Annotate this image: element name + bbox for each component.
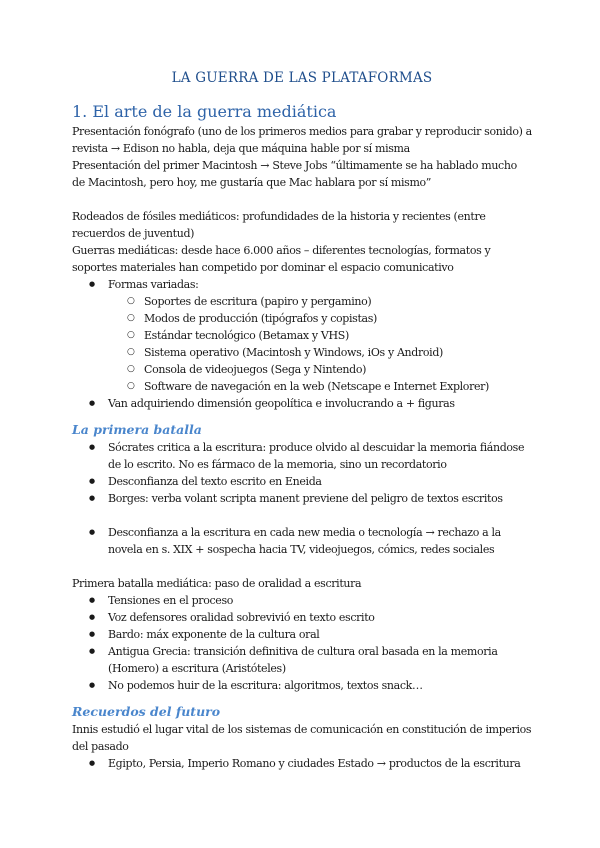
bullet-list [72, 755, 532, 772]
list-item: ● Bardo: máx exponente de la cultura oral [72, 626, 532, 643]
sub-list-item: ○ Soportes de escritura (papiro y pergamino) [72, 293, 532, 310]
spacer [72, 558, 532, 575]
list-item: ● Voz defensores oralidad sobrevivió en texto escrito [72, 609, 532, 626]
sub-list-item: ○ Sistema operativo (Macintosh y Windows, iOs y Android) [72, 344, 532, 361]
list-item: ● Sócrates critica a la escritura: produce olvido al descuidar la memoria fiándose de lo escrito. No es fármaco de la memoria, sino un recordatorio [72, 439, 532, 473]
spacer [72, 191, 532, 208]
sub-list-item: ○ Modos de producción (tipógrafos y copistas) [72, 310, 532, 327]
spacer [72, 412, 532, 422]
spacer [72, 694, 532, 704]
document-title: LA GUERRA DE LAS PLATAFORMAS [171, 70, 433, 86]
spacer [72, 507, 532, 524]
section-heading-arte: 1. El arte de la guerra mediática [72, 102, 337, 121]
list-item: ● No podemos huir de la escritura: algoritmos, textos snack… [72, 677, 532, 694]
list-item: ● Van adquiriendo dimensión geopolítica e involucrando a + figuras [72, 395, 532, 412]
bullet-list [72, 592, 532, 694]
list-item: ● Egipto, Persia, Imperio Romano y ciudades Estado → productos de la escritura [72, 755, 532, 772]
bullet-list [72, 276, 532, 412]
sub-list-item: ○ Software de navegación en la web (Netscape e Internet Explorer) [72, 378, 532, 395]
paragraph: Primera batalla mediática: paso de oralidad a escritura [72, 577, 362, 590]
paragraph: Presentación fonógrafo (uno de los primeros medios para grabar y reproducir sonido) a revista → Edison no habla, deja que máquina hable por sí misma [72, 125, 532, 155]
section-heading-recuerdos: Recuerdos del futuro [72, 704, 221, 719]
paragraph: Presentación del primer Macintosh → Steve Jobs “últimamente se ha hablado mucho de Macintosh, pero hoy, me gustaría que Mac hablara por sí mismo” [72, 159, 517, 189]
list-item: ● Borges: verba volant scripta manent previene del peligro de textos escritos [72, 490, 532, 507]
section-heading-primera-batalla: La primera batalla [72, 422, 202, 437]
sub-list-item: ○ Consola de videojuegos (Sega y Nintendo) [72, 361, 532, 378]
list-item: ● Desconfianza del texto escrito en Eneida [72, 473, 532, 490]
list-item: ● Tensiones en el proceso [72, 592, 532, 609]
bullet-list [72, 439, 532, 507]
paragraph: Innis estudió el lugar vital de los sistemas de comunicación en constitución de imperios del pasado [72, 723, 532, 753]
document-page [72, 70, 532, 772]
paragraph: Guerras mediáticas: desde hace 6.000 años – diferentes tecnologías, formatos y soportes materiales han competido por dominar el espacio comunicativo [72, 244, 491, 274]
list-item: ● Desconfianza a la escritura en cada new media o tecnología → rechazo a la novela en s. XIX + sospecha hacia TV, videojuegos, cómics, redes sociales [72, 524, 532, 558]
sub-list-item: ○ Estándar tecnológico (Betamax y VHS) [72, 327, 532, 344]
paragraph: Rodeados de fósiles mediáticos: profundidades de la historia y recientes (entre recuerdos de juventud) [72, 210, 486, 240]
list-item: ● Formas variadas: [72, 276, 532, 293]
list-item: ● Antigua Grecia: transición definitiva de cultura oral basada en la memoria (Homero) a escritura (Aristóteles) [72, 643, 532, 677]
bullet-list [72, 524, 532, 558]
